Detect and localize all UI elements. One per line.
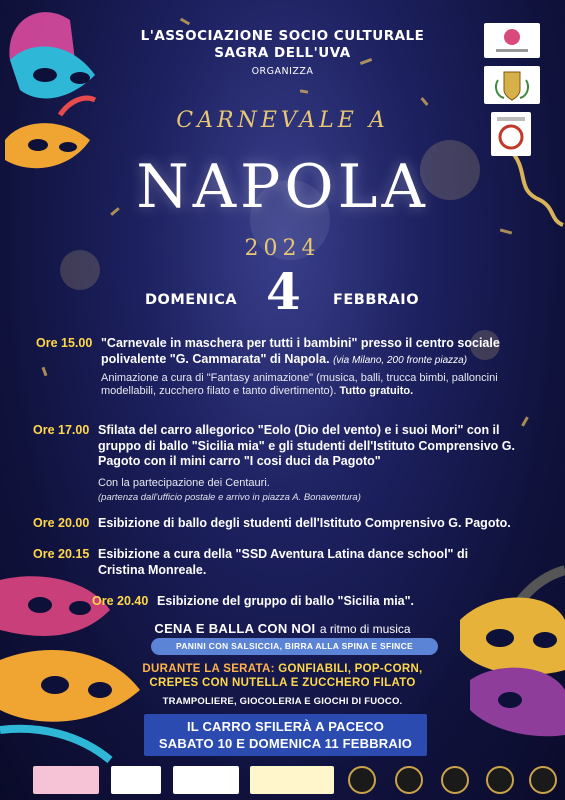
event-year: 2024 (244, 236, 321, 261)
event-free-label: Tutto gratuito. (339, 385, 414, 397)
sponsor-badge-icon (348, 766, 376, 794)
evening-line-1 (0, 663, 565, 675)
sponsor-logo-icon (111, 766, 161, 794)
event-description: Esibizione del gruppo di ballo "Sicilia mia". (157, 594, 415, 608)
event-details-text: Animazione a cura di "Fantasy animazione" (musica, balli, trucca bimbi, palloncini modellabili, zucchero filato e tanto divertimento). (101, 372, 498, 397)
date-month: FEBBRAIO (333, 292, 420, 308)
sponsor-logo-icon (250, 766, 334, 794)
evening-items-1: GONFIABILI, POP-CORN, (278, 663, 423, 675)
evening-label: DURANTE LA SERATA: (142, 663, 275, 675)
sponsor-badge-icon (529, 766, 557, 794)
event-description: Esibizione a cura della "SSD Aventura Latina dance school" di Cristina Monreale. (98, 547, 469, 577)
event-date (0, 262, 565, 326)
confetti (420, 97, 428, 106)
organizza-label: ORGANIZZA (251, 66, 314, 77)
evening-activities (0, 663, 565, 707)
event-description: Sfilata del carro allegorico "Eolo (Dio del vento) e i suoi Mori" con il gruppo di ballo "Sicilia mia" e gli studenti dell'Istituto Comprensivo G. Pagoto con il mini carro "I cosi duci da Pagoto" (98, 423, 515, 468)
parade-line-1: IL CARRO SFILERÀ A PACECO (186, 719, 385, 734)
organizer-line-1: L'ASSOCIAZIONE SOCIO CULTURALE (140, 28, 425, 44)
date-day: 4 (266, 262, 301, 321)
event-subtitle: CARNEVALE A (176, 108, 389, 133)
event-route-note: (partenza dall'ufficio postale e arrivo in piazza A. Bonaventura) (98, 492, 361, 503)
dinner-banner (0, 620, 565, 638)
evening-items-2: CREPES CON NUTELLA E ZUCCHERO FILATO (149, 677, 416, 689)
event-description: Esibizione di ballo degli studenti dell'Istituto Comprensivo G. Pagoto. (98, 516, 511, 530)
event-time: Ore 15.00 (36, 336, 93, 350)
dinner-title: CENA E BALLA CON NOI (154, 621, 316, 636)
parade-line-2: SABATO 10 E DOMENICA 11 FEBBRAIO (158, 736, 413, 751)
parade-announcement-box (144, 714, 427, 756)
sponsor-logo-icon (173, 766, 239, 794)
event-description: "Carnevale in maschera per tutti i bambini" presso il centro sociale polivalente "G. Cammarata" di Napola. (101, 336, 500, 366)
sponsor-badge-icon (395, 766, 423, 794)
confetti (300, 89, 308, 93)
date-weekday: DOMENICA (145, 292, 238, 308)
event-details (101, 372, 521, 398)
event-address-note: (via Milano, 200 fronte piazza) (333, 354, 468, 366)
confetti (180, 18, 190, 26)
evening-items-3: TRAMPOLIERE, GIOCOLERIA E GIOCHI DI FUOCO. (162, 696, 403, 707)
event-time: Ore 20.15 (33, 547, 90, 561)
organizer-line-2: SAGRA DELL'UVA (214, 45, 351, 61)
sponsor-badge-icon (486, 766, 514, 794)
sponsor-logo-icon (33, 766, 99, 794)
event-time: Ore 20.40 (92, 594, 149, 608)
event-time: Ore 17.00 (33, 423, 90, 437)
dinner-subtitle: a ritmo di musica (319, 622, 411, 636)
carnival-mask-icon (440, 560, 565, 760)
event-time: Ore 20.00 (33, 516, 90, 530)
event-title-text (101, 336, 541, 368)
event-details: Con la partecipazione dei Centauri. (98, 477, 270, 489)
menu-pill: PANINI CON SALSICCIA, BIRRA ALLA SPINA E SFINCE (151, 638, 438, 655)
sponsor-badge-icon (441, 766, 469, 794)
event-title: NAPOLA (136, 152, 429, 222)
confetti (42, 367, 48, 376)
organizer-header (0, 28, 565, 77)
